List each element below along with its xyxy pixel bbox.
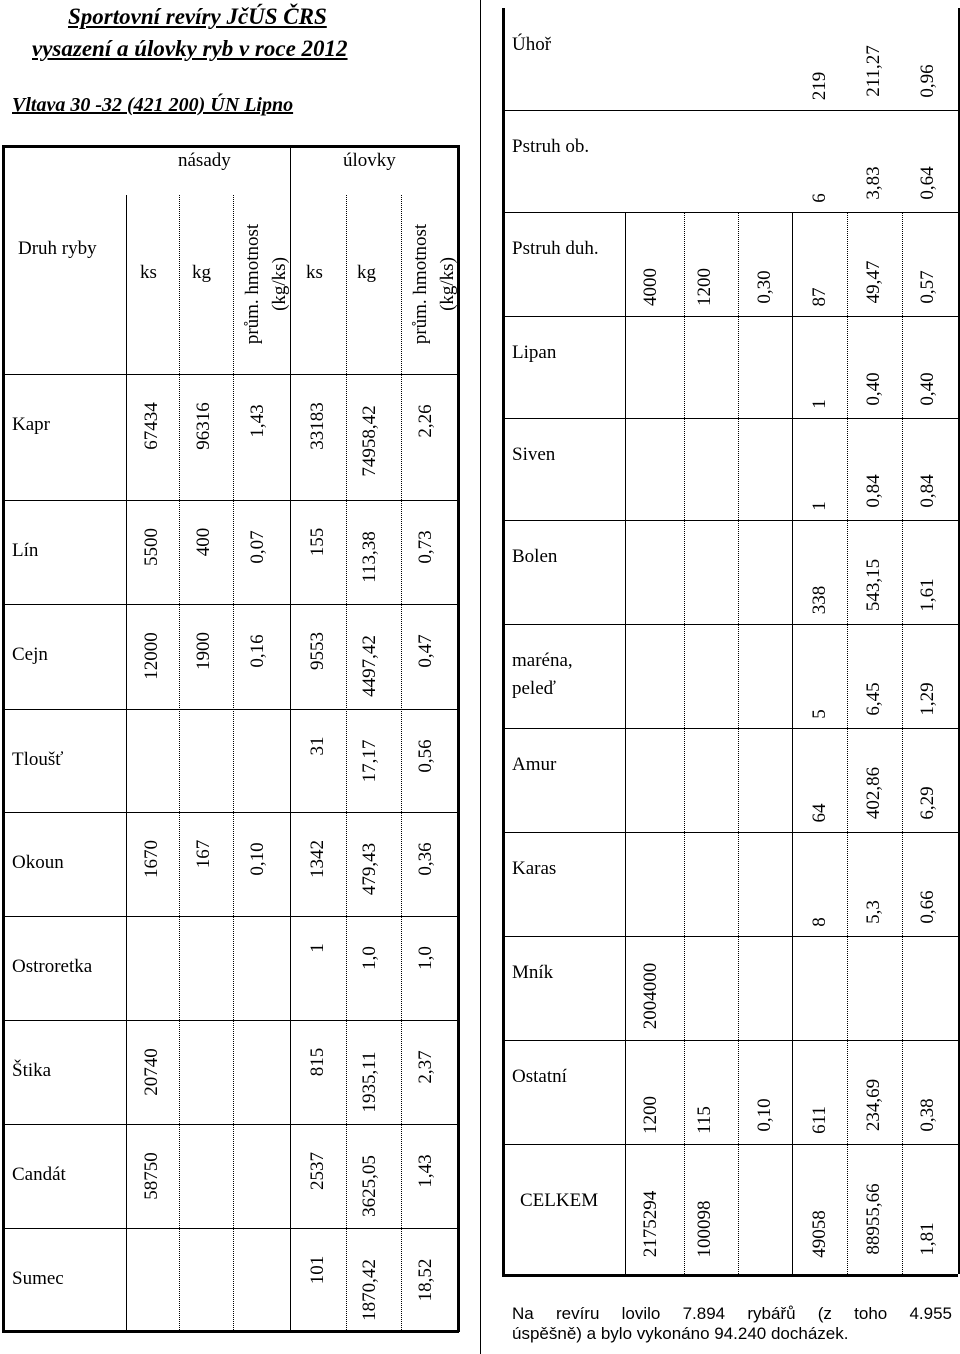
right-cell-4-u_avg: 0,84 — [917, 474, 938, 508]
right-cell-2-n_ks: 4000 — [640, 268, 661, 306]
left-cell-8-u_kg: 1870,42 — [359, 1259, 380, 1321]
left-cell-7-u_ks: 2537 — [307, 1152, 328, 1190]
left-cell-2-u_ks: 9553 — [307, 632, 328, 670]
right-cell-11-u_kg: 88955,66 — [863, 1183, 884, 1255]
left-cell-4-n_kg: 167 — [193, 839, 214, 869]
left-cell-2-n_avg: 0,16 — [247, 634, 268, 668]
right-cell-1-u_avg: 0,64 — [917, 166, 938, 200]
right-cell-7-u_kg: 402,86 — [863, 766, 884, 820]
species-name-6: Štika — [12, 1060, 52, 1081]
right-cell-8-u_ks: 8 — [809, 917, 830, 927]
right-species-name-2: Pstruh duh. — [512, 238, 599, 259]
right-cell-3-u_ks: 1 — [809, 399, 830, 409]
right-cell-6-u_avg: 1,29 — [917, 682, 938, 716]
right-cell-10-u_kg: 234,69 — [863, 1078, 884, 1132]
right-cell-2-u_kg: 49,47 — [863, 260, 884, 304]
right-species-name-8: Karas — [512, 858, 557, 879]
right-cell-4-u_kg: 0,84 — [863, 474, 884, 508]
right-cell-6-u_kg: 6,45 — [863, 682, 884, 716]
right-cell-2-u_avg: 0,57 — [917, 270, 938, 304]
left-cell-0-u_kg: 74958,42 — [359, 405, 380, 477]
header-nasady-kg: kg — [192, 262, 211, 283]
left-cell-2-u_avg: 0,47 — [415, 634, 436, 668]
right-species-name-7: Amur — [512, 754, 557, 775]
right-cell-2-n_kg: 1200 — [694, 268, 715, 306]
left-cell-4-n_avg: 0,10 — [247, 842, 268, 876]
right-cell-2-u_ks: 87 — [809, 287, 830, 307]
left-cell-3-u_ks: 31 — [307, 736, 328, 756]
right-cell-0-u_avg: 0,96 — [917, 64, 938, 98]
left-cell-6-u_ks: 815 — [307, 1047, 328, 1077]
right-cell-8-u_kg: 5,3 — [863, 900, 884, 924]
header-nasady-avg-b: (kg/ks) — [269, 257, 290, 311]
species-name-8: Sumec — [12, 1268, 64, 1289]
right-cell-1-u_kg: 3,83 — [863, 166, 884, 200]
left-cell-4-u_ks: 1342 — [307, 840, 328, 878]
left-cell-0-n_ks: 67434 — [141, 402, 162, 450]
header-nasady-ks: ks — [140, 262, 157, 283]
right-cell-3-u_avg: 0,40 — [917, 372, 938, 406]
title-line-1: Sportovní revíry JčÚS ČRS — [68, 4, 327, 29]
title-line-2: vysazení a úlovky ryb v roce 2012 — [32, 36, 348, 61]
species-name-5: Ostroretka — [12, 956, 93, 977]
summary-note-line-2: úspěšně) a bylo vykonáno 94.240 docházek. — [512, 1324, 849, 1343]
header-ulovky-avg-a: prům. hmotnost — [410, 223, 431, 345]
left-cell-4-u_kg: 479,43 — [359, 842, 380, 896]
right-cell-10-u_avg: 0,38 — [917, 1098, 938, 1132]
header-ulovky-avg-b: (kg/ks) — [437, 257, 458, 311]
species-name-3: Tloušť — [12, 749, 64, 770]
left-cell-3-u_kg: 17,17 — [359, 739, 380, 783]
right-cell-5-u_kg: 543,15 — [863, 558, 884, 612]
summary-note-line-1: Na revíru lovilo 7.894 rybářů (z toho 4.955 — [512, 1304, 952, 1323]
header-ulovky: úlovky — [343, 150, 396, 171]
right-species-name-4: Siven — [512, 444, 556, 465]
left-cell-1-u_kg: 113,38 — [359, 531, 380, 583]
species-name-7: Candát — [12, 1164, 66, 1185]
right-cell-5-u_ks: 338 — [809, 585, 830, 615]
left-cell-3-u_avg: 0,56 — [415, 739, 436, 773]
left-cell-7-n_ks: 58750 — [141, 1152, 162, 1200]
right-species-name-9: Mník — [512, 962, 554, 983]
right-cell-2-n_avg: 0,30 — [754, 270, 775, 304]
right-species-name-3: Lipan — [512, 342, 557, 363]
left-cell-6-u_kg: 1935,11 — [359, 1051, 380, 1113]
right-cell-9-n_ks: 2004000 — [640, 962, 661, 1030]
right-cell-11-n_ks: 2175294 — [640, 1190, 661, 1258]
left-cell-2-u_kg: 4497,42 — [359, 635, 380, 697]
species-name-4: Okoun — [12, 852, 64, 873]
header-ulovky-kg: kg — [357, 262, 376, 283]
river-subtitle: Vltava 30 -32 (421 200) ÚN Lipno — [12, 94, 294, 116]
right-cell-10-n_ks: 1200 — [640, 1096, 661, 1134]
header-nasady-avg-a: prům. hmotnost — [242, 223, 263, 345]
right-species-name-5: Bolen — [512, 546, 558, 567]
right-cell-8-u_avg: 0,66 — [917, 890, 938, 924]
left-cell-1-n_kg: 400 — [193, 527, 214, 557]
header-ulovky-ks: ks — [306, 262, 323, 283]
left-cell-2-n_ks: 12000 — [141, 632, 162, 680]
right-cell-6-u_ks: 5 — [809, 709, 830, 719]
left-cell-1-u_ks: 155 — [307, 527, 328, 557]
left-cell-6-n_ks: 20740 — [141, 1048, 162, 1096]
right-cell-11-u_ks: 49058 — [809, 1210, 830, 1258]
right-cell-11-n_kg: 100098 — [694, 1200, 715, 1258]
right-cell-3-u_kg: 0,40 — [863, 372, 884, 406]
left-cell-6-u_avg: 2,37 — [415, 1050, 436, 1084]
left-cell-8-u_avg: 18,52 — [415, 1258, 436, 1302]
left-cell-4-n_ks: 1670 — [141, 840, 162, 878]
right-species-name-10: Ostatní — [512, 1066, 567, 1087]
left-cell-1-n_ks: 5500 — [141, 528, 162, 566]
right-species-name-1: Pstruh ob. — [512, 136, 590, 157]
header-fish-species: Druh ryby — [18, 238, 97, 259]
right-species-name-11: CELKEM — [520, 1190, 599, 1211]
left-cell-5-u_ks: 1 — [307, 943, 328, 953]
left-cell-8-u_ks: 101 — [307, 1255, 328, 1285]
left-cell-1-u_avg: 0,73 — [415, 530, 436, 564]
left-cell-0-n_kg: 96316 — [193, 402, 214, 450]
summary-note — [512, 1304, 952, 1344]
right-cell-10-n_avg: 0,10 — [754, 1098, 775, 1132]
left-cell-0-u_ks: 33183 — [307, 402, 328, 450]
header-nasady: násady — [178, 150, 231, 171]
left-cell-0-u_avg: 2,26 — [415, 404, 436, 438]
right-cell-10-n_kg: 115 — [694, 1106, 715, 1134]
left-cell-4-u_avg: 0,36 — [415, 842, 436, 876]
left-cell-0-n_avg: 1,43 — [247, 404, 268, 438]
right-species-name-6: maréna, — [512, 650, 573, 671]
right-cell-7-u_avg: 6,29 — [917, 786, 938, 820]
species-name-1: Lín — [12, 540, 39, 561]
right-species-name-0: Úhoř — [512, 34, 552, 55]
left-cell-2-n_kg: 1900 — [193, 632, 214, 670]
left-cell-5-u_avg: 1,0 — [415, 946, 436, 970]
right-species-name2-6: peleď — [512, 678, 556, 699]
left-cell-7-u_avg: 1,43 — [415, 1154, 436, 1188]
left-cell-5-u_kg: 1,0 — [359, 946, 380, 970]
species-name-0: Kapr — [12, 414, 50, 435]
right-cell-5-u_avg: 1,61 — [917, 578, 938, 612]
left-cell-1-n_avg: 0,07 — [247, 530, 268, 564]
right-cell-0-u_ks: 219 — [809, 71, 830, 101]
right-cell-0-u_kg: 211,27 — [863, 45, 884, 97]
right-cell-7-u_ks: 64 — [809, 803, 830, 823]
right-cell-11-u_avg: 1,81 — [917, 1222, 938, 1256]
species-name-2: Cejn — [12, 644, 48, 665]
left-cell-7-u_kg: 3625,05 — [359, 1155, 380, 1217]
right-cell-10-u_ks: 611 — [809, 1106, 830, 1134]
right-cell-4-u_ks: 1 — [809, 501, 830, 511]
right-cell-1-u_ks: 6 — [809, 193, 830, 203]
